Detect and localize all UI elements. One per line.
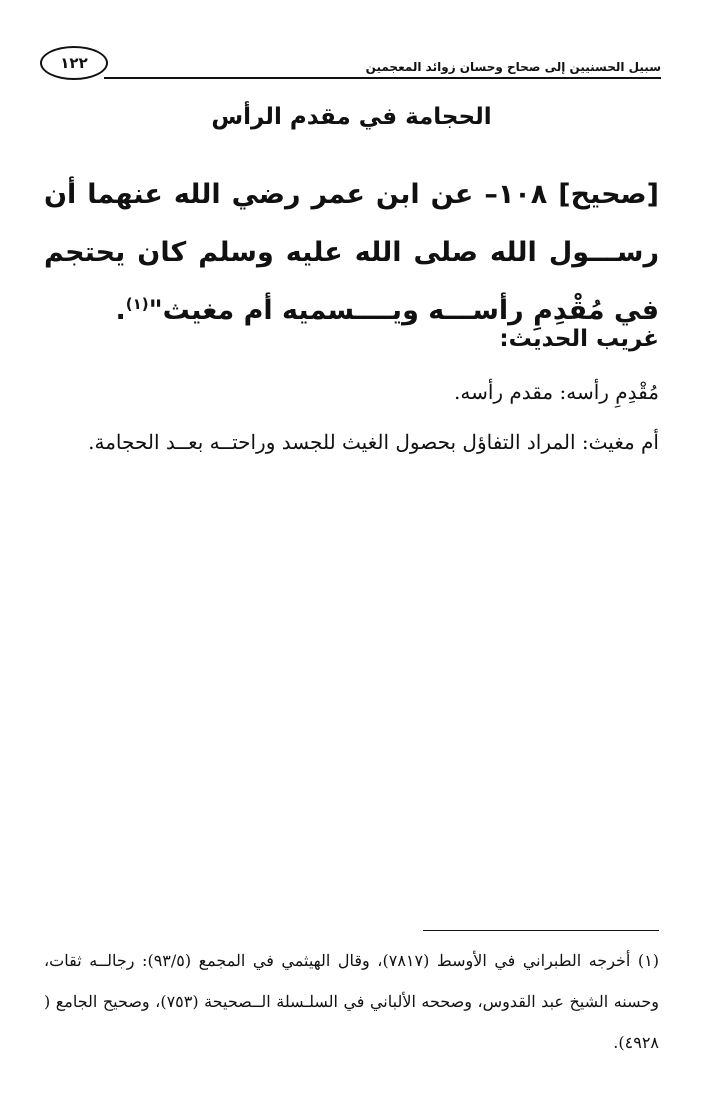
footnote-reference: (١) — [125, 295, 149, 313]
hadith-text: ١٠٨– عن ابن عمر رضي الله عنهما أن رســـول الله صلى الله عليه وسلم كان يحتجم في مُقْدِمِ رأســـه ويــــسميه أم مغيث" — [44, 179, 659, 326]
footnote-divider — [423, 930, 659, 931]
gloss-umm-mughith: أم مغيث: المراد التفاؤل بحصول الغيث للجسد وراحتــه بعــد الحجامة. — [88, 430, 659, 454]
footnote: (١) أخرجه الطبراني في الأوسط (٧٨١٧)، وقال الهيثمي في المجمع (٩٣/٥): رجالــه ثقات، وحسنه الشيخ عبد القدوس، وصححه الألباني في السلـسلة الــصحيحة (٧٥٣)، وصحيح الجامع ( ٤٩٢٨). — [44, 951, 660, 1052]
section-title: الحجامة في مقدم الرأس — [211, 104, 492, 130]
gharib-heading: غريب الحديث: — [499, 326, 659, 352]
header-divider — [104, 77, 661, 79]
page-number: ١٢٢ — [40, 46, 108, 80]
running-header-title: سبيل الحسنيين إلى صحاح وحسان زوائد المعجمين — [365, 60, 661, 74]
gloss-muqdim: مُقْدِمِ رأسه: مقدم رأسه. — [454, 380, 659, 404]
hadith-grade: [صحيح] — [558, 179, 659, 210]
hadith-end-mark: . — [115, 295, 126, 326]
hadith-paragraph — [44, 166, 659, 340]
